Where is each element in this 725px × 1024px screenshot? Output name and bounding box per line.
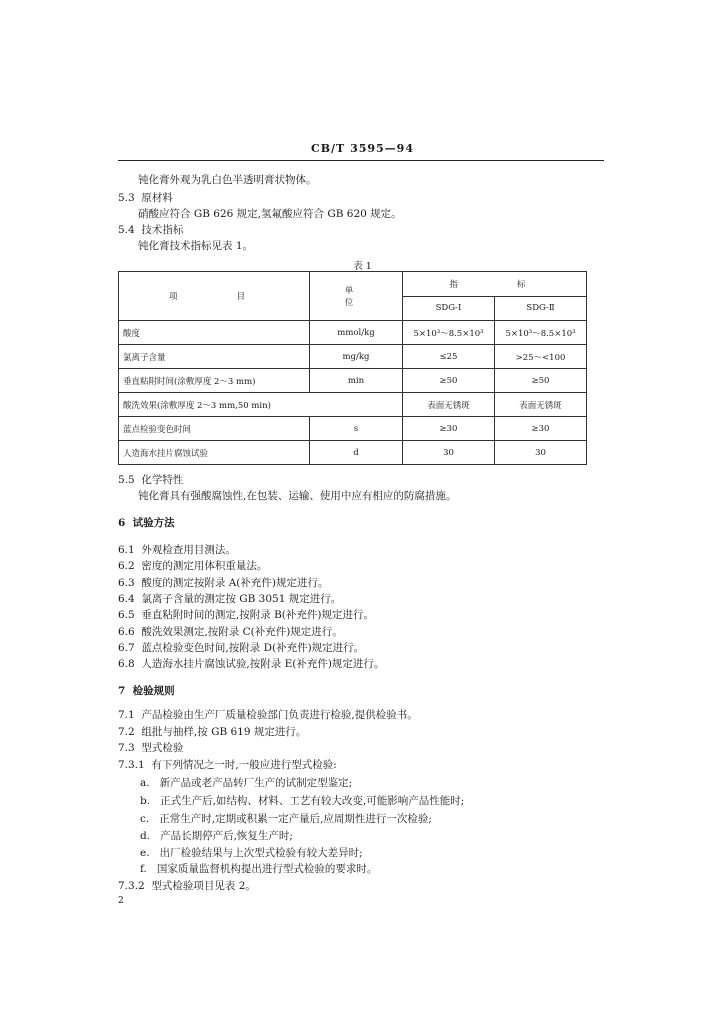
- list-marker: b.: [140, 795, 151, 807]
- cell-sdg1: ≥50: [403, 369, 495, 393]
- clause-7-3-2: [118, 879, 256, 893]
- cell-sdg1: 表面无锈斑: [403, 393, 495, 417]
- header-unit: 单 位: [310, 272, 403, 321]
- document-code: CB/T 3595—94: [310, 142, 414, 155]
- cell-unit: d: [310, 441, 403, 465]
- cell-unit: s: [310, 417, 403, 441]
- cell-sdg1: ≤25: [403, 345, 495, 369]
- cell-item: 蓝点检验变色时间: [119, 417, 310, 441]
- table-row: [119, 369, 587, 393]
- list-item: [140, 862, 377, 876]
- table-row: [119, 441, 587, 465]
- section-title: 检验规则: [132, 685, 175, 697]
- list-marker: d.: [140, 830, 151, 842]
- clause-text: 氯离子含量的测定按 GB 3051 规定进行。: [141, 593, 342, 605]
- cell-item: 酸洗效果(涂敷厚度 2～3 mm,50 min): [119, 393, 403, 417]
- cell-sdg2: 5×10³～8.5×10³: [495, 321, 587, 345]
- header-sdg2: SDG-Ⅱ: [495, 296, 587, 321]
- clause-6-8: [118, 657, 384, 671]
- section-5-3-heading: [118, 191, 173, 205]
- paragraph-chemical: 钝化膏具有强酸腐蚀性,在包装、运输、使用中应有相应的防腐措施。: [138, 490, 457, 502]
- header-item: 项 目: [119, 272, 310, 321]
- list-marker: a.: [140, 777, 150, 789]
- clause-6-7: [118, 641, 364, 655]
- cell-sdg2: ≥50: [495, 369, 587, 393]
- clause-text: 型式检验: [141, 742, 184, 754]
- paragraph-raw-materials: 硝酸应符合 GB 626 规定,氢氟酸应符合 GB 620 规定。: [138, 208, 402, 220]
- clause-number: 6.5: [118, 609, 135, 621]
- cell-sdg2: 表面无锈斑: [495, 393, 587, 417]
- clause-number: 6.1: [118, 544, 135, 556]
- table-row: [119, 393, 587, 417]
- cell-sdg1: ≥30: [403, 417, 495, 441]
- cell-item: 氯离子含量: [119, 345, 310, 369]
- cell-sdg2: ≥30: [495, 417, 587, 441]
- list-text: 正常生产时,定期或积累一定产量后,应周期性进行一次检验;: [159, 813, 432, 825]
- section-title: 原材料: [141, 192, 173, 204]
- cell-item: 酸度: [119, 321, 310, 345]
- section-title: 试验方法: [132, 517, 175, 529]
- clause-7-2: [118, 725, 306, 739]
- section-5-5-heading: [118, 473, 183, 487]
- page-number: 2: [118, 896, 124, 906]
- clause-number: 6.8: [118, 658, 135, 670]
- clause-6-4: [118, 592, 341, 606]
- list-marker: e.: [140, 847, 150, 859]
- clause-7-3-1: [118, 758, 337, 772]
- list-marker: f.: [140, 863, 147, 875]
- list-item: [140, 776, 352, 790]
- clause-number: 7.2: [118, 726, 135, 738]
- cell-item: 垂直粘附时间(涂敷厚度 2～3 mm): [119, 369, 310, 393]
- list-item: [140, 812, 432, 826]
- clause-number: 7.3: [118, 742, 135, 754]
- table-row: [119, 321, 587, 345]
- cell-unit: min: [310, 369, 403, 393]
- clause-text: 组批与抽样,按 GB 619 规定进行。: [141, 726, 307, 738]
- clause-number: 7.3.1: [118, 759, 145, 771]
- cell-unit: mg/kg: [310, 345, 403, 369]
- clause-6-6: [118, 625, 343, 639]
- list-text: 国家质量监督机构提出进行型式检验的要求时。: [156, 863, 378, 875]
- cell-unit: mmol/kg: [310, 321, 403, 345]
- clause-6-2: [118, 559, 267, 573]
- clause-text: 酸度的测定按附录 A(补充件)规定进行。: [141, 577, 329, 589]
- section-6-heading: [118, 516, 175, 530]
- list-text: 产品长期停产后,恢复生产时;: [160, 830, 293, 842]
- table-row: [119, 345, 587, 369]
- clause-text: 型式检验项目见表 2。: [151, 880, 256, 892]
- section-5-4-heading: [118, 223, 183, 237]
- clause-7-3: [118, 741, 183, 755]
- cell-item: 人造海水挂片腐蚀试验: [119, 441, 310, 465]
- section-title: 化学特性: [141, 474, 184, 486]
- list-marker: c.: [140, 813, 150, 825]
- clause-number: 6.7: [118, 642, 135, 654]
- clause-text: 蓝点检验变色时间,按附录 D(补充件)规定进行。: [141, 642, 365, 654]
- list-item: [140, 829, 293, 843]
- section-7-heading: [118, 684, 175, 698]
- list-item: [140, 794, 464, 808]
- clause-number: 6.4: [118, 593, 135, 605]
- cell-sdg1: 30: [403, 441, 495, 465]
- clause-text: 外观检查用目测法。: [141, 544, 236, 556]
- list-text: 出厂检验结果与上次型式检验有较大差异时;: [159, 847, 363, 859]
- spec-table: [118, 271, 587, 465]
- header-index: 指 标: [403, 272, 587, 297]
- clause-number: 6.3: [118, 577, 135, 589]
- cell-sdg2: 30: [495, 441, 587, 465]
- clause-number: 7.3.2: [118, 880, 145, 892]
- list-item: [140, 846, 363, 860]
- clause-6-1: [118, 543, 236, 557]
- clause-text: 产品检验由生产厂质量检验部门负责进行检验,提供检验书。: [141, 709, 418, 721]
- section-title: 技术指标: [141, 224, 184, 236]
- clause-number: 7.1: [118, 709, 135, 721]
- clause-text: 有下列情况之一时,一般应进行型式检验:: [151, 759, 337, 771]
- clause-6-5: [118, 608, 374, 622]
- clause-text: 密度的测定用体积重量法。: [141, 560, 268, 572]
- paragraph-appearance: 钝化膏外观为乳白色半透明膏状物体。: [138, 174, 317, 186]
- clause-number: 6.2: [118, 560, 135, 572]
- section-number: 5.3: [118, 192, 135, 204]
- table-caption: 表 1: [353, 261, 372, 272]
- clause-text: 人造海水挂片腐蚀试验,按附录 E(补充件)规定进行。: [141, 658, 385, 670]
- list-text: 正式生产后,如结构、材料、工艺有较大改变,可能影响产品性能时;: [160, 795, 465, 807]
- clause-7-1: [118, 708, 418, 722]
- header-sdg1: SDG-Ⅰ: [403, 296, 495, 321]
- cell-sdg2: >25～<100: [495, 345, 587, 369]
- clause-text: 垂直粘附时间的测定,按附录 B(补充件)规定进行。: [141, 609, 374, 621]
- clause-text: 酸洗效果测定,按附录 C(补充件)规定进行。: [141, 626, 343, 638]
- section-number: 6: [118, 517, 126, 529]
- section-number: 5.4: [118, 224, 135, 236]
- clause-number: 6.6: [118, 626, 135, 638]
- paragraph-tech-index: 钝化膏技术指标见表 1。: [138, 240, 254, 252]
- section-number: 7: [118, 685, 126, 697]
- header-rule: [118, 160, 604, 161]
- clause-6-3: [118, 576, 329, 590]
- list-text: 新产品或老产品转厂生产的试制定型鉴定;: [159, 777, 353, 789]
- table-row: [119, 417, 587, 441]
- cell-sdg1: 5×10³～8.5×10³: [403, 321, 495, 345]
- section-number: 5.5: [118, 474, 135, 486]
